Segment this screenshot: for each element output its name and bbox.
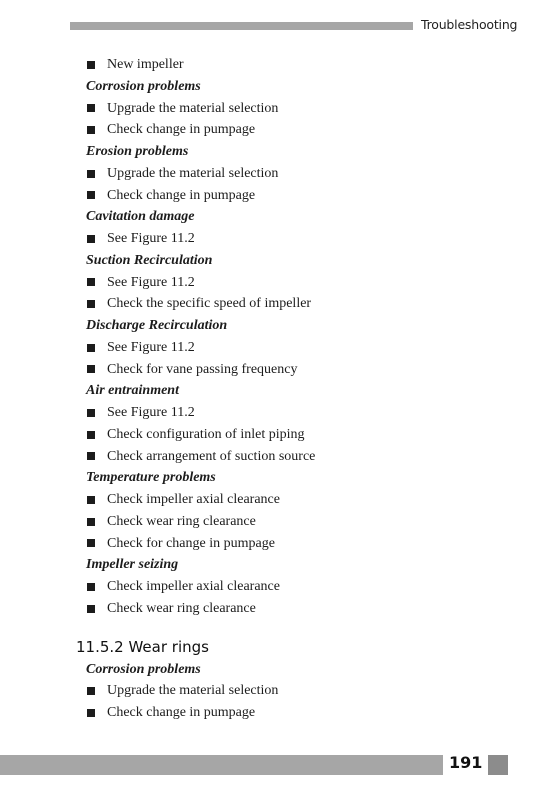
subheading: Temperature problems xyxy=(86,470,216,486)
bullet-item xyxy=(86,119,506,141)
bullet-square-icon xyxy=(87,191,95,199)
bullet-text: Upgrade the material selection xyxy=(107,165,279,181)
bullet-square-icon xyxy=(87,496,95,504)
bullet-item xyxy=(86,359,506,381)
header-rule xyxy=(70,22,413,30)
bullet-item xyxy=(86,163,506,185)
bullet-item xyxy=(86,293,506,315)
bullet-text: Check change in pumpage xyxy=(107,705,256,720)
bullet-text: Check wear ring clearance xyxy=(107,513,256,529)
bullet-text: See Figure 11.2 xyxy=(107,274,195,290)
bullet-text: Check wear ring clearance xyxy=(107,600,256,616)
bullet-item xyxy=(86,702,506,724)
bullet-item xyxy=(86,446,506,468)
bullet-square-icon xyxy=(87,278,95,286)
bullet-square-icon xyxy=(87,170,95,178)
page-body xyxy=(76,54,506,724)
bullet-item xyxy=(86,228,506,250)
bullet-square-icon xyxy=(87,126,95,134)
bullet-item xyxy=(86,598,506,620)
bullet-text: Check impeller axial clearance xyxy=(107,579,280,594)
bullet-item xyxy=(86,533,506,555)
bullet-square-icon xyxy=(87,687,95,695)
bullet-square-icon xyxy=(87,539,95,547)
page-number: 191 xyxy=(449,753,483,772)
footer-rule xyxy=(0,755,443,775)
bullet-item xyxy=(86,98,506,120)
section-heading: 11.5.2 Wear rings xyxy=(76,637,209,656)
bullet-text: Check configuration of inlet piping xyxy=(107,426,305,442)
subheading: Air entrainment xyxy=(86,383,179,399)
bullet-text: See Figure 11.2 xyxy=(107,405,195,420)
bullet-square-icon xyxy=(87,104,95,112)
bullet-item xyxy=(86,337,506,359)
subheading: Cavitation damage xyxy=(86,209,195,225)
bullet-text: Check the specific speed of impeller xyxy=(107,296,312,312)
troubleshooting-list xyxy=(86,54,506,620)
running-header-title: Troubleshooting xyxy=(421,17,518,32)
bullet-text: Check change in pumpage xyxy=(107,187,256,203)
bullet-square-icon xyxy=(87,409,95,417)
bullet-text: Check arrangement of suction source xyxy=(107,448,316,464)
subheading: Corrosion problems xyxy=(86,78,201,94)
footer-block xyxy=(488,755,508,775)
bullet-item xyxy=(86,402,506,424)
subheading: Discharge Recirculation xyxy=(86,318,228,333)
bullet-square-icon xyxy=(87,365,95,373)
subheading: Impeller seizing xyxy=(86,557,179,573)
bullet-square-icon xyxy=(87,518,95,526)
bullet-item xyxy=(86,511,506,533)
subheading: Corrosion problems xyxy=(86,661,201,677)
bullet-square-icon xyxy=(87,344,95,352)
bullet-text: Upgrade the material selection xyxy=(107,683,279,699)
bullet-square-icon xyxy=(87,452,95,460)
bullet-square-icon xyxy=(87,709,95,717)
bullet-text: Check impeller axial clearance xyxy=(107,492,280,507)
bullet-item xyxy=(86,272,506,294)
bullet-text: See Figure 11.2 xyxy=(107,231,195,246)
bullet-text: New impeller xyxy=(107,57,184,72)
bullet-square-icon xyxy=(87,300,95,308)
bullet-text: Check change in pumpage xyxy=(107,122,256,138)
bullet-text: Check for change in pumpage xyxy=(107,535,275,551)
subheading: Erosion problems xyxy=(86,144,189,159)
bullet-square-icon xyxy=(87,235,95,243)
wear-rings-list xyxy=(86,659,506,724)
bullet-square-icon xyxy=(87,605,95,613)
bullet-item xyxy=(86,185,506,207)
bullet-text: Upgrade the material selection xyxy=(107,100,279,116)
bullet-text: Check for vane passing frequency xyxy=(107,361,298,377)
bullet-text: See Figure 11.2 xyxy=(107,339,195,355)
bullet-square-icon xyxy=(87,583,95,591)
bullet-item xyxy=(86,680,506,702)
bullet-item xyxy=(86,424,506,446)
bullet-item xyxy=(86,489,506,511)
subheading: Suction Recirculation xyxy=(86,252,213,268)
bullet-square-icon xyxy=(87,61,95,69)
bullet-item xyxy=(86,54,506,76)
bullet-square-icon xyxy=(87,431,95,439)
bullet-item xyxy=(86,576,506,598)
